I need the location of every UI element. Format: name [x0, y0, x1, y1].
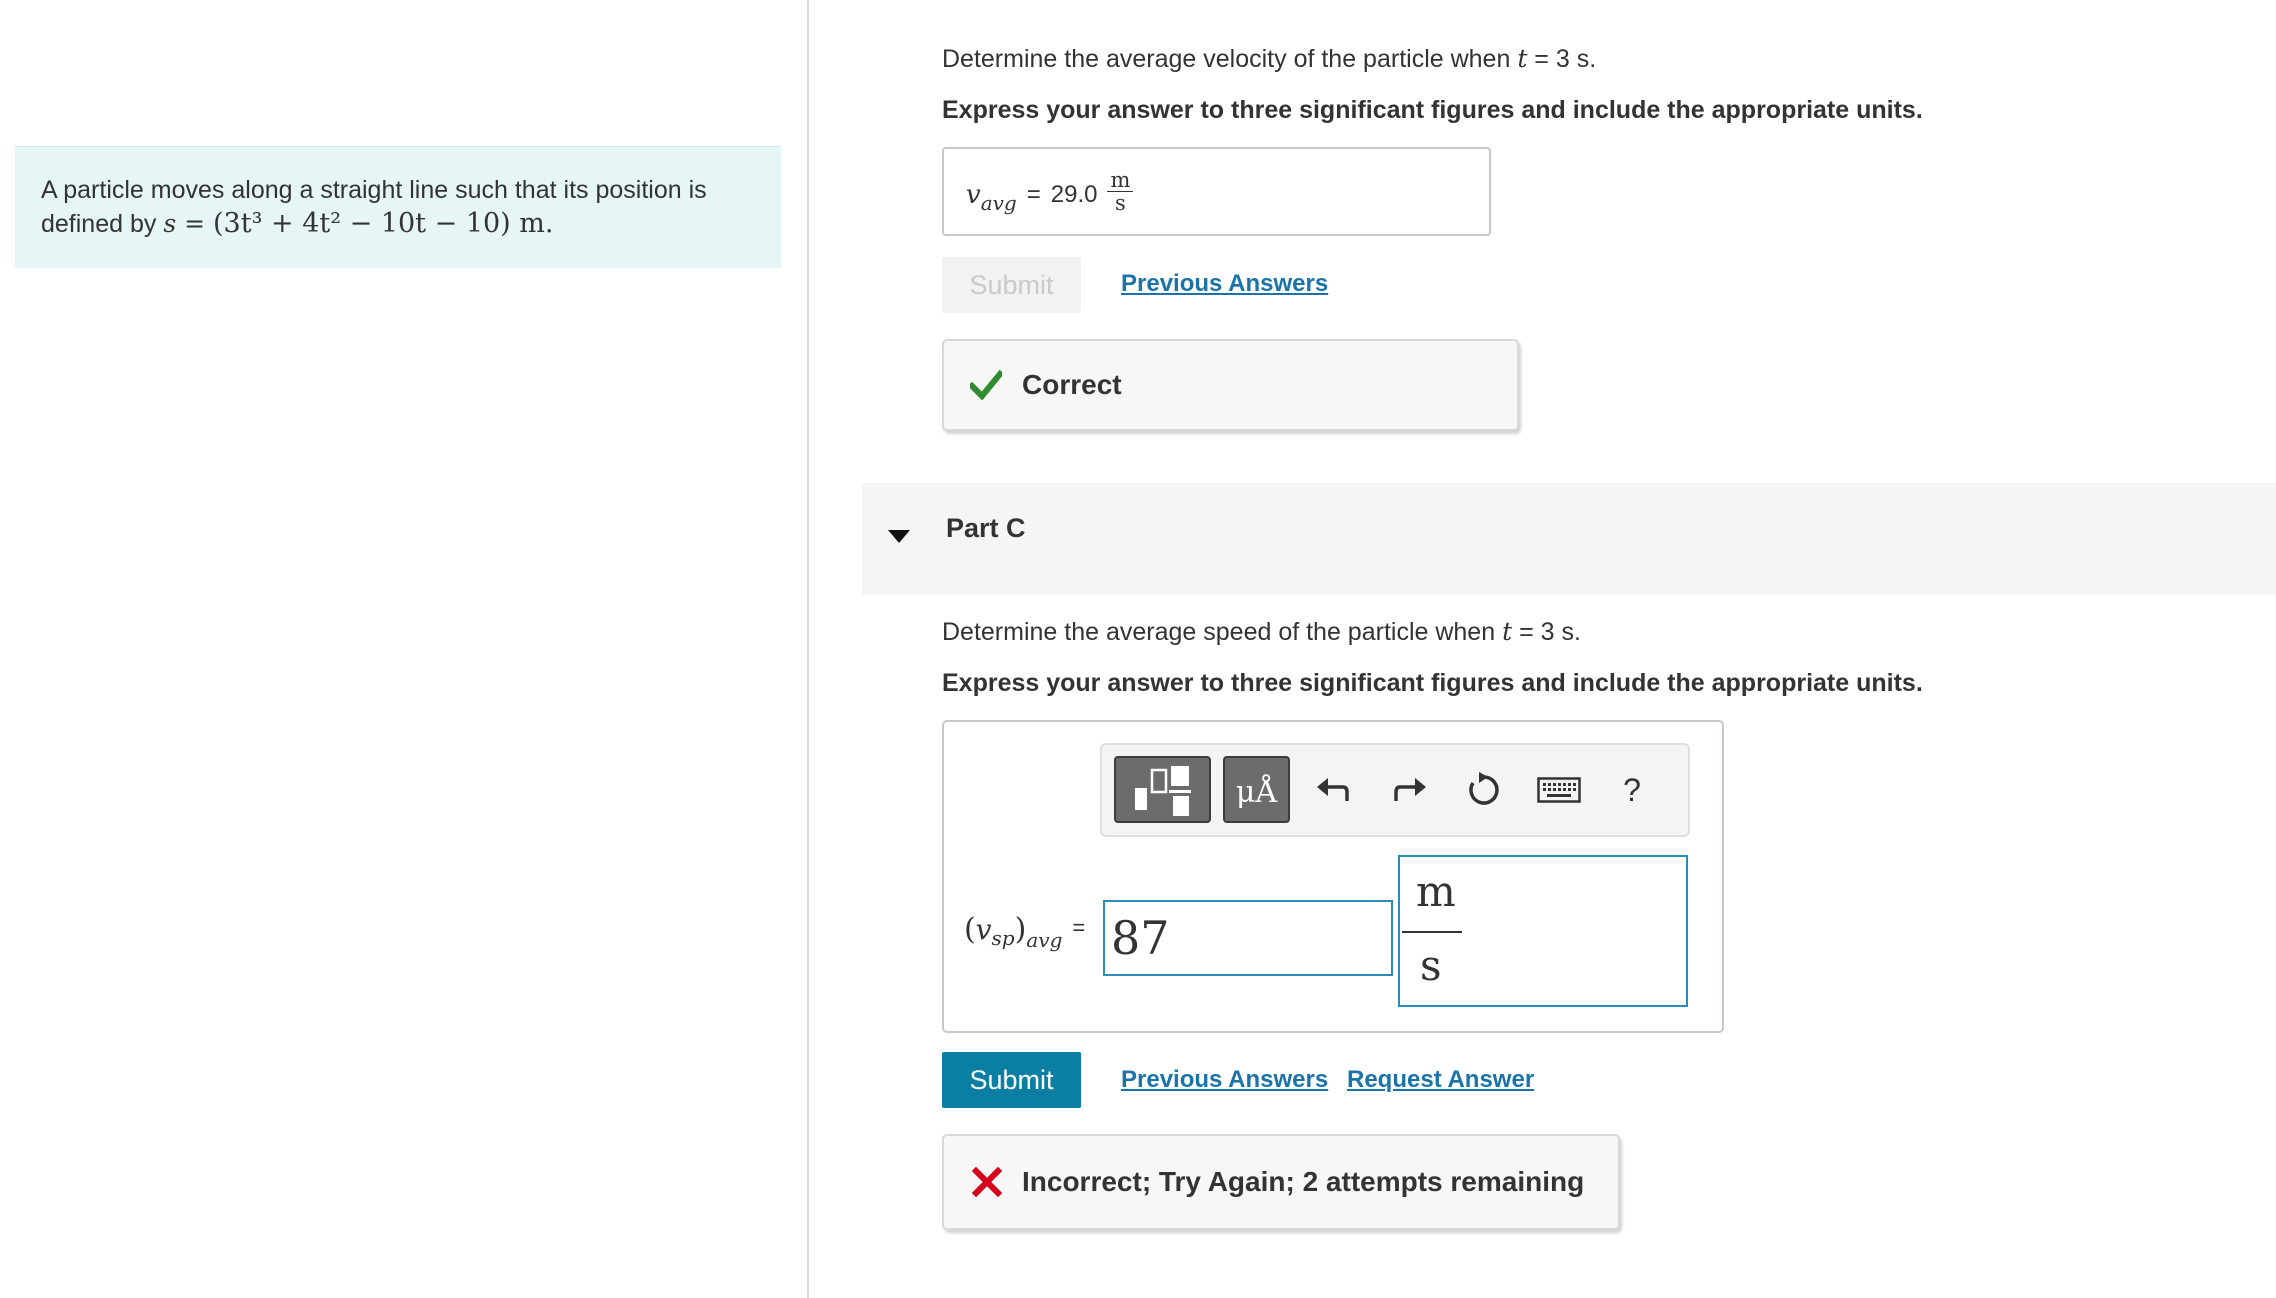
part-b-feedback-text: Correct [1022, 369, 1122, 400]
problem-text: A particle moves along a straight line such that its position is defined by [41, 176, 707, 238]
part-c-units-input[interactable] [1398, 855, 1688, 1007]
keyboard-icon[interactable] [1534, 765, 1584, 815]
reset-icon[interactable] [1459, 765, 1509, 815]
part-c-question [942, 617, 1581, 647]
label-var: v [975, 913, 992, 946]
units-button-label: μÅ [1235, 775, 1278, 810]
answer-unit-den: s [1115, 191, 1126, 215]
help-icon[interactable] [1607, 765, 1657, 815]
paren-open: ( [964, 912, 976, 947]
redo-icon[interactable] [1384, 765, 1434, 815]
unit-fraction-bar [1402, 931, 1462, 933]
math-toolbar [1100, 743, 1690, 837]
part-c-instruction: Express your answer to three significant figures and include the appropriate units. [942, 669, 1923, 697]
part-c-title: Part C [946, 513, 1026, 543]
label-equals: = [1072, 914, 1086, 940]
paren-close: ) [1014, 912, 1027, 947]
part-b-time-value: = 3 s. [1527, 45, 1597, 73]
fraction-template-icon [1116, 758, 1209, 821]
part-c-time-var: t [1502, 617, 1513, 646]
part-c-previous-answers-link[interactable]: Previous Answers [1121, 1066, 1329, 1093]
answer-unit-num: m [1107, 170, 1133, 192]
unit-numerator: m [1416, 867, 1456, 916]
part-b-previous-answers-link[interactable]: Previous Answers [1121, 270, 1329, 297]
x-icon [972, 1167, 1002, 1197]
part-c-question-text: Determine the average speed of the particle when [942, 618, 1496, 646]
check-icon [970, 370, 1002, 400]
part-c-header[interactable] [862, 483, 2276, 595]
units-button[interactable] [1223, 756, 1290, 823]
part-b-time-var: t [1517, 44, 1528, 73]
answer-sub: avg [980, 191, 1017, 216]
part-b-feedback [942, 339, 1519, 431]
part-b-question-text: Determine the average velocity of the particle when [942, 45, 1511, 73]
answer-var: v [966, 180, 981, 211]
part-b-answer-display [942, 147, 1491, 236]
part-b-question [942, 44, 1596, 74]
problem-statement [15, 146, 781, 268]
equals-sign: = [176, 209, 214, 238]
help-label: ? [1623, 771, 1641, 808]
part-c-feedback [942, 1134, 1620, 1230]
label-sub-sp: sp [991, 925, 1015, 950]
part-c-submit-button[interactable]: Submit [942, 1052, 1081, 1108]
part-b-submit-button[interactable]: Submit [942, 257, 1081, 313]
equation-variable: s [163, 209, 177, 238]
unit-denominator: s [1420, 941, 1442, 990]
template-button[interactable] [1114, 756, 1211, 823]
part-c-value-input[interactable]: 87 [1103, 900, 1393, 976]
part-c-time-value: = 3 s. [1512, 618, 1581, 646]
part-c-feedback-text: Incorrect; Try Again; 2 attempts remaining [1022, 1166, 1585, 1197]
part-c-answer-label [964, 912, 1086, 952]
position-equation: (3t³ + 4t² − 10t − 10) m. [213, 208, 554, 239]
part-b-instruction: Express your answer to three significant figures and include the appropriate units. [942, 96, 1923, 124]
undo-icon[interactable] [1309, 765, 1359, 815]
label-sub-avg: avg [1026, 927, 1063, 952]
answer-value: 29.0 [1050, 181, 1098, 209]
part-c-request-answer-link[interactable]: Request Answer [1347, 1066, 1535, 1093]
answer-unit [1107, 170, 1133, 214]
column-divider [807, 0, 809, 1298]
answer-equals: = [1026, 181, 1041, 209]
caret-down-icon [888, 530, 910, 549]
